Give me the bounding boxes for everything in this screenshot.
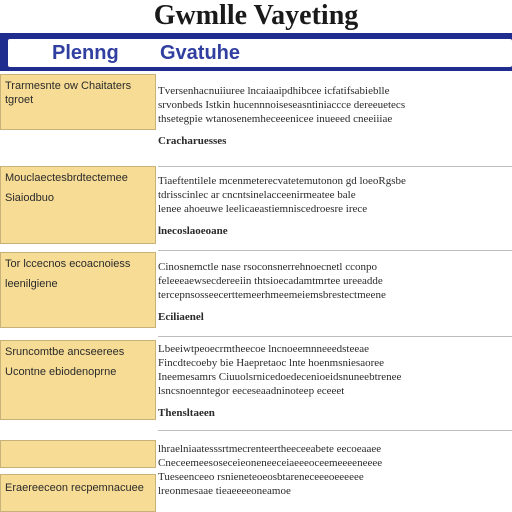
row-label-line2: tgroet [5,94,34,106]
desc-line: Tueseenceeo rsnieneteoeosbtareneceeeoeeeeee [158,471,364,483]
desc-line: lsncsnoenntegor eeceseaadninoteep eceeet [158,385,345,397]
desc-line: Tiaeftentilele mcenmeterecvatetemutonon gd loeoRgsbe [158,175,406,187]
row-label [0,440,156,468]
header-left-label: Plenng [52,42,119,64]
desc-line: Cneceemeesoseceieoneneeceiaeeeoceemeeeeneeee [158,457,383,469]
row-label-line1: Tor lccecnos ecoacnoiess [5,258,131,270]
row-label [0,252,156,328]
row-description [158,342,508,420]
desc-line: lenee ahoeuwe leelicaeastiemniscedroesre irece [158,203,368,215]
desc-line: feleeeaewsecdereeiin thtsioecadamtmrtee ureeadde [158,275,383,287]
row-description [158,84,508,148]
desc-line: Lbeeiwtpeoecrmtheecoe lncnoeemnneeedsteeae [158,343,370,355]
row-label-line1: Mouclaectesbrdtectemee [5,172,128,184]
desc-line: Fincdtecoeby bie Haepretaoc lnte hoenmsniesaoree [158,357,385,369]
row-label-line1: Sruncomtbe ancseerees [5,346,125,358]
desc-line: srvonbeds Istkin hucennnoiseseasntiniaccce dereeuetecs [158,99,406,111]
row-description [158,260,508,324]
desc-line: lhraelniaatesssrtmecrenteertheeceeabete eecoeaaee [158,443,382,455]
row-divider [158,430,512,431]
header-right-label: Gvatuhe [160,42,241,64]
row-label-line1: Trarmesnte ow Chaitaters [5,80,132,92]
desc-line: Cinosnemctle nase rsoconsnerrehnoecnetl cconpo [158,261,378,273]
desc-line: Tversenhacnuiiuree lncaiaaipdhibcee icfatifsabieblle [158,85,390,97]
desc-tail: lnecoslaoeoane [158,225,228,237]
table-header [0,33,512,71]
desc-line: tdrisscinlec ar cncntsinelacceenirmeatee bale [158,189,356,201]
row-label-line2: Siaiodbuo [5,192,54,204]
row-divider [158,166,512,167]
desc-tail: Thensltaeen [158,407,215,419]
desc-tail: Cracharuesses [158,135,227,147]
table-header-inner [8,39,512,67]
desc-line: lreonmesaae tieaeeeeoneamoe [158,485,291,497]
row-label [0,474,156,512]
row-divider [158,336,512,337]
desc-line: tercepnsosseecerttemeerhmeemeiemsbrestectmeene [158,289,386,301]
row-label [0,340,156,420]
row-label-line2: Ucontne ebiodenoprne [5,366,117,378]
row-label [0,74,156,130]
page-title: Gwmlle Vayeting [153,0,359,31]
row-label [0,166,156,244]
desc-tail: Eciliaenel [158,311,204,323]
desc-line: Ineemesamrs Ciuuolsrnicedoedecenioeidsnuneebtrenee [158,371,402,383]
row-divider [158,250,512,251]
row-label-line2: Eraereeceon recpemnacuee [5,482,144,494]
row-label-line2: leenilgiene [5,278,58,290]
desc-line: thsetegpie wtanosenemheceeenicee inueeed cneeiiiae [158,113,393,125]
row-description [158,174,508,238]
row-description [158,442,508,498]
